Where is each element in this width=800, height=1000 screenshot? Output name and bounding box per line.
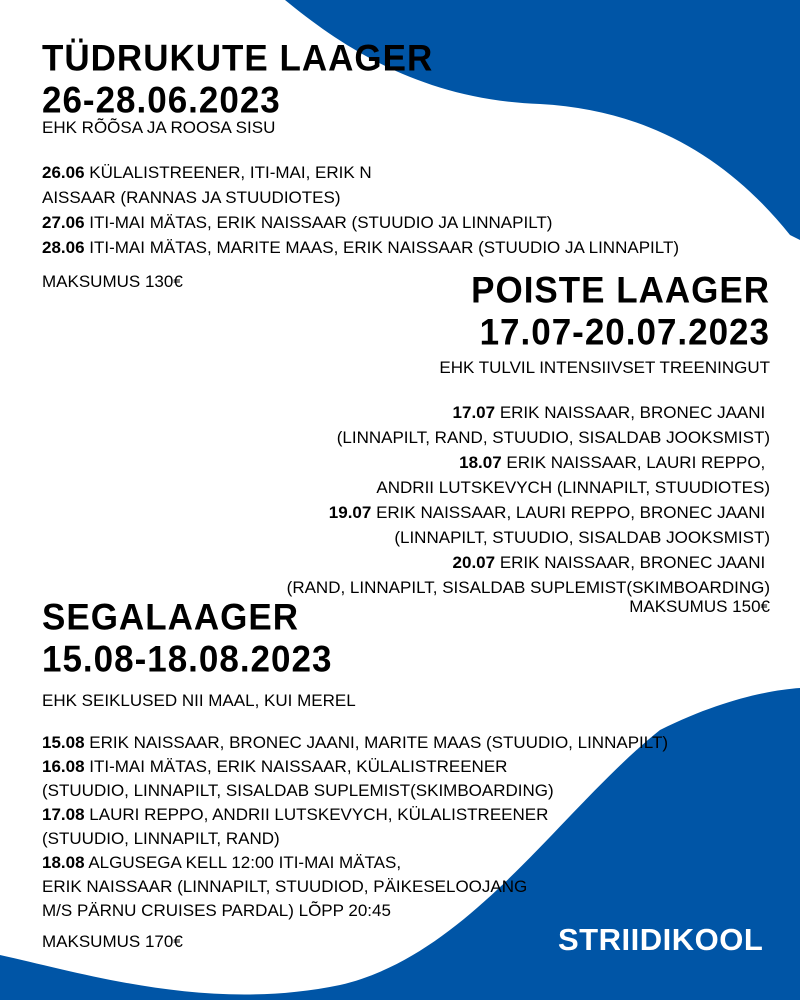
schedule-date: 15.08 — [42, 733, 85, 752]
camp-title: TÜDRUKUTE LAAGER — [42, 38, 434, 79]
schedule-text: ERIK NAISSAAR, LAURI REPPO, — [501, 453, 770, 472]
schedule-line — [42, 875, 668, 899]
schedule-line — [42, 160, 679, 185]
schedule — [287, 400, 770, 600]
schedule-line — [287, 500, 770, 525]
schedule-date: 17.07 — [452, 403, 496, 422]
schedule-text: (STUUDIO, LINNAPILT, RAND) — [42, 829, 280, 848]
camp-dates: 17.07-20.07.2023 — [479, 312, 770, 353]
camp-dates: 15.08-18.08.2023 — [42, 639, 333, 680]
schedule-text: (STUUDIO, LINNAPILT, SISALDAB SUPLEMIST(SKIMBOARDING) — [42, 781, 554, 800]
price: MAKSUMUS 130€ — [42, 272, 183, 291]
price: MAKSUMUS 170€ — [42, 932, 183, 951]
schedule-date: 16.08 — [42, 757, 85, 776]
schedule-line — [42, 851, 668, 875]
schedule-text: ANDRII LUTSKEVYCH (LINNAPILT, STUUDIOTES) — [376, 478, 770, 497]
schedule-text: (RAND, LINNAPILT, SISALDAB SUPLEMIST(SKIMBOARDING) — [286, 578, 770, 597]
striidikool-logo: STRIIDIKOOL — [558, 922, 764, 957]
camp-title: SEGALAAGER — [42, 597, 299, 638]
schedule-line — [42, 185, 679, 210]
price: MAKSUMUS 150€ — [629, 597, 770, 616]
schedule-date: 20.07 — [452, 553, 496, 572]
schedule-text: ERIK NAISSAAR (LINNAPILT, STUUDIOD, PÄIKESELOOJANG — [42, 877, 528, 896]
schedule-line — [287, 475, 770, 500]
schedule-text: AISSAAR (RANNAS JA STUUDIOTES) — [42, 188, 341, 207]
schedule-text: ERIK NAISSAAR, LAURI REPPO, BRONEC JAANI — [371, 503, 770, 522]
schedule-text: ITI-MAI MÄTAS, ERIK NAISSAAR, KÜLALISTREENER — [84, 757, 508, 776]
schedule-date: 17.08 — [42, 805, 85, 824]
camp-subtitle: EHK TULVIL INTENSIIVSET TREENINGUT — [439, 358, 770, 377]
schedule-text: ALGUSEGA KELL 12:00 ITI-MAI MÄTAS, — [84, 853, 402, 872]
camp-subtitle: EHK SEIKLUSED NII MAAL, KUI MEREL — [42, 691, 356, 710]
schedule — [42, 731, 668, 923]
schedule-text: ERIK NAISSAAR, BRONEC JAANI, MARITE MAAS (STUUDIO, LINNAPILT) — [84, 733, 668, 752]
schedule-line — [42, 235, 679, 260]
schedule-text: LAURI REPPO, ANDRII LUTSKEVYCH, KÜLALISTREENER — [84, 805, 549, 824]
schedule-line — [42, 210, 679, 235]
camp-dates: 26-28.06.2023 — [42, 80, 281, 121]
schedule-date: 28.06 — [42, 238, 85, 257]
schedule-text: ERIK NAISSAAR, BRONEC JAANI — [495, 403, 770, 422]
schedule-line — [42, 803, 668, 827]
schedule-line — [287, 550, 770, 575]
schedule-line — [287, 425, 770, 450]
schedule-date: 27.06 — [42, 213, 85, 232]
schedule-text: ERIK NAISSAAR, BRONEC JAANI — [495, 553, 770, 572]
schedule-text: (LINNAPILT, RAND, STUUDIO, SISALDAB JOOKSMIST) — [336, 428, 770, 447]
schedule-line — [42, 755, 668, 779]
camp-subtitle: EHK RÕÕSA JA ROOSA SISU — [42, 118, 276, 137]
schedule — [42, 160, 679, 260]
schedule-text: KÜLALISTREENER, ITI-MAI, ERIK N — [84, 163, 372, 182]
schedule-date: 18.07 — [459, 453, 502, 472]
camp-boys — [287, 270, 770, 600]
schedule-date: 26.06 — [42, 163, 85, 182]
schedule-date: 19.07 — [328, 503, 372, 522]
schedule-text: M/S PÄRNU CRUISES PARDAL) LÕPP 20:45 — [42, 901, 391, 920]
schedule-line — [42, 779, 668, 803]
schedule-date: 18.08 — [42, 853, 85, 872]
camp-mixed — [42, 597, 668, 923]
camp-girls — [42, 38, 679, 260]
schedule-line — [42, 731, 668, 755]
schedule-line — [42, 827, 668, 851]
schedule-line — [287, 450, 770, 475]
schedule-line — [287, 400, 770, 425]
schedule-line — [287, 525, 770, 550]
schedule-text: ITI-MAI MÄTAS, MARITE MAAS, ERIK NAISSAAR (STUUDIO JA LINNAPILT) — [84, 238, 679, 257]
schedule-text: ITI-MAI MÄTAS, ERIK NAISSAAR (STUUDIO JA LINNAPILT) — [84, 213, 553, 232]
camp-title: POISTE LAAGER — [471, 270, 770, 311]
schedule-text: (LINNAPILT, STUUDIO, SISALDAB JOOKSMIST) — [394, 528, 770, 547]
schedule-line — [42, 899, 668, 923]
